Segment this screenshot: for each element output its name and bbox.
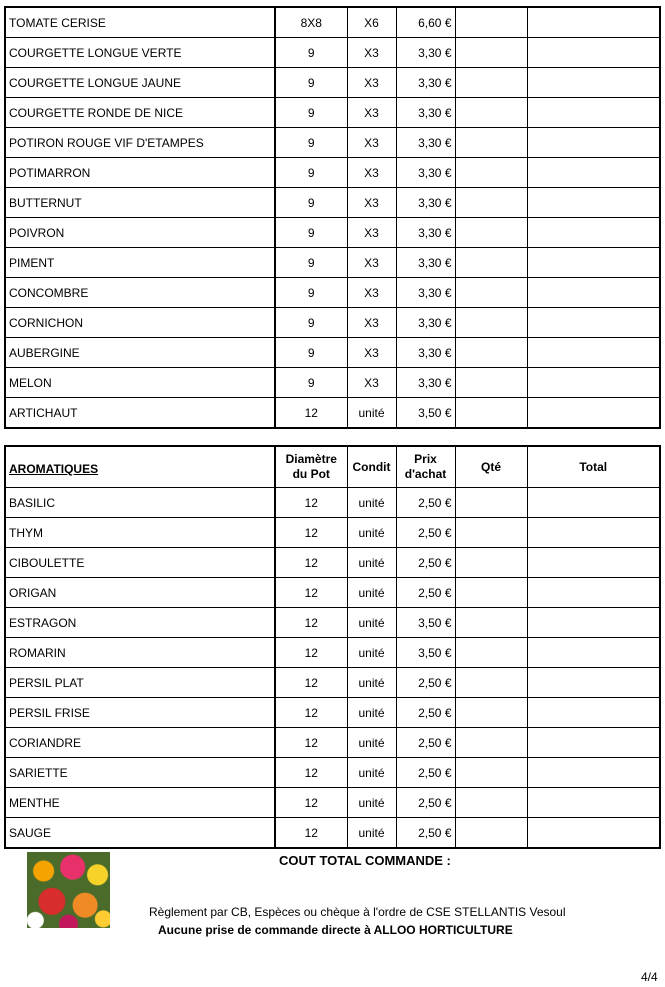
- packaging: unité: [347, 698, 396, 728]
- total-cell[interactable]: [527, 698, 660, 728]
- total-cell[interactable]: [527, 308, 660, 338]
- header-diametre: Diamètre du Pot: [275, 446, 347, 488]
- table-row: [5, 608, 660, 638]
- product-name: PERSIL PLAT: [5, 668, 275, 698]
- order-warning: Aucune prise de commande directe à ALLOO HORTICULTURE: [158, 923, 513, 937]
- pot-diameter: 12: [275, 578, 347, 608]
- total-cell[interactable]: [527, 68, 660, 98]
- packaging: unité: [347, 398, 396, 429]
- packaging: unité: [347, 488, 396, 518]
- total-cell[interactable]: [527, 128, 660, 158]
- quantity-cell[interactable]: [455, 338, 527, 368]
- pot-diameter: 12: [275, 728, 347, 758]
- purchase-price: 3,30 €: [396, 98, 455, 128]
- quantity-cell[interactable]: [455, 608, 527, 638]
- pot-diameter: 9: [275, 158, 347, 188]
- product-name: COURGETTE RONDE DE NICE: [5, 98, 275, 128]
- product-name: POTIRON ROUGE VIF D'ETAMPES: [5, 128, 275, 158]
- product-name: AUBERGINE: [5, 338, 275, 368]
- pot-diameter: 9: [275, 38, 347, 68]
- purchase-price: 3,30 €: [396, 218, 455, 248]
- product-name: SARIETTE: [5, 758, 275, 788]
- purchase-price: 3,50 €: [396, 638, 455, 668]
- table-row: [5, 68, 660, 98]
- quantity-cell[interactable]: [455, 698, 527, 728]
- pot-diameter: 12: [275, 818, 347, 849]
- table-row: [5, 668, 660, 698]
- table-row: [5, 278, 660, 308]
- pot-diameter: 12: [275, 758, 347, 788]
- total-cell[interactable]: [527, 578, 660, 608]
- quantity-cell[interactable]: [455, 188, 527, 218]
- product-name: ARTICHAUT: [5, 398, 275, 429]
- quantity-cell[interactable]: [455, 818, 527, 849]
- table-row: [5, 638, 660, 668]
- pot-diameter: 9: [275, 278, 347, 308]
- packaging: X3: [347, 158, 396, 188]
- total-cell[interactable]: [527, 368, 660, 398]
- table-row: [5, 248, 660, 278]
- packaging: unité: [347, 518, 396, 548]
- total-cell[interactable]: [527, 818, 660, 849]
- pot-diameter: 12: [275, 668, 347, 698]
- purchase-price: 3,30 €: [396, 128, 455, 158]
- product-name: CONCOMBRE: [5, 278, 275, 308]
- table-row: [5, 158, 660, 188]
- pot-diameter: 9: [275, 128, 347, 158]
- total-cell[interactable]: [527, 248, 660, 278]
- total-cell[interactable]: [527, 218, 660, 248]
- purchase-price: 6,60 €: [396, 7, 455, 38]
- packaging: X3: [347, 308, 396, 338]
- quantity-cell[interactable]: [455, 218, 527, 248]
- pot-diameter: 9: [275, 248, 347, 278]
- total-cell[interactable]: [527, 7, 660, 38]
- table-row: [5, 188, 660, 218]
- header-total: Total: [527, 446, 660, 488]
- packaging: X3: [347, 368, 396, 398]
- packaging: unité: [347, 668, 396, 698]
- product-name: CORIANDRE: [5, 728, 275, 758]
- product-name: ORIGAN: [5, 578, 275, 608]
- pot-diameter: 9: [275, 308, 347, 338]
- pot-diameter: 12: [275, 398, 347, 429]
- table-row: [5, 398, 660, 429]
- product-name: COURGETTE LONGUE JAUNE: [5, 68, 275, 98]
- purchase-price: 2,50 €: [396, 578, 455, 608]
- table-row: [5, 578, 660, 608]
- total-cell[interactable]: [527, 398, 660, 429]
- total-cell[interactable]: [527, 668, 660, 698]
- table-row: [5, 7, 660, 38]
- total-cell[interactable]: [527, 608, 660, 638]
- aromatiques-table: [4, 445, 661, 849]
- packaging: X3: [347, 188, 396, 218]
- vegetables-table: [4, 6, 661, 429]
- total-cell[interactable]: [527, 338, 660, 368]
- packaging: X6: [347, 7, 396, 38]
- quantity-cell[interactable]: [455, 788, 527, 818]
- purchase-price: 3,30 €: [396, 38, 455, 68]
- quantity-cell[interactable]: [455, 578, 527, 608]
- product-name: POTIMARRON: [5, 158, 275, 188]
- pot-diameter: 9: [275, 188, 347, 218]
- packaging: unité: [347, 578, 396, 608]
- purchase-price: 3,30 €: [396, 338, 455, 368]
- product-name: PIMENT: [5, 248, 275, 278]
- product-name: MENTHE: [5, 788, 275, 818]
- purchase-price: 3,30 €: [396, 278, 455, 308]
- product-name: MELON: [5, 368, 275, 398]
- purchase-price: 2,50 €: [396, 818, 455, 849]
- pot-diameter: 12: [275, 788, 347, 818]
- packaging: unité: [347, 608, 396, 638]
- packaging: unité: [347, 548, 396, 578]
- total-cell[interactable]: [527, 758, 660, 788]
- table-row: [5, 98, 660, 128]
- total-order-label: COUT TOTAL COMMANDE :: [279, 853, 451, 868]
- table-row: [5, 338, 660, 368]
- quantity-cell[interactable]: [455, 308, 527, 338]
- table-row: [5, 698, 660, 728]
- product-name: COURGETTE LONGUE VERTE: [5, 38, 275, 68]
- pot-diameter: 12: [275, 548, 347, 578]
- packaging: X3: [347, 248, 396, 278]
- total-cell[interactable]: [527, 158, 660, 188]
- product-name: ROMARIN: [5, 638, 275, 668]
- quantity-cell[interactable]: [455, 518, 527, 548]
- product-name: TOMATE CERISE: [5, 7, 275, 38]
- quantity-cell[interactable]: [455, 128, 527, 158]
- table-row: [5, 548, 660, 578]
- table-row: [5, 218, 660, 248]
- quantity-cell[interactable]: [455, 638, 527, 668]
- quantity-cell[interactable]: [455, 758, 527, 788]
- table-row: [5, 308, 660, 338]
- purchase-price: 2,50 €: [396, 728, 455, 758]
- table-row: [5, 818, 660, 849]
- table-row: [5, 788, 660, 818]
- packaging: unité: [347, 788, 396, 818]
- table-row: [5, 38, 660, 68]
- table-row: [5, 128, 660, 158]
- header-condit: Condit: [347, 446, 396, 488]
- quantity-cell[interactable]: [455, 248, 527, 278]
- pot-diameter: 9: [275, 98, 347, 128]
- product-name: CIBOULETTE: [5, 548, 275, 578]
- total-cell[interactable]: [527, 188, 660, 218]
- pot-diameter: 12: [275, 698, 347, 728]
- packaging: unité: [347, 728, 396, 758]
- product-name: BASILIC: [5, 488, 275, 518]
- pot-diameter: 8X8: [275, 7, 347, 38]
- total-cell[interactable]: [527, 488, 660, 518]
- quantity-cell[interactable]: [455, 98, 527, 128]
- table-row: [5, 518, 660, 548]
- table-row: [5, 728, 660, 758]
- product-name: THYM: [5, 518, 275, 548]
- aromatiques-title: AROMATIQUES: [5, 446, 275, 488]
- total-cell[interactable]: [527, 548, 660, 578]
- purchase-price: 3,30 €: [396, 188, 455, 218]
- quantity-cell[interactable]: [455, 668, 527, 698]
- quantity-cell[interactable]: [455, 368, 527, 398]
- purchase-price: 3,30 €: [396, 68, 455, 98]
- purchase-price: 3,50 €: [396, 398, 455, 429]
- purchase-price: 3,30 €: [396, 368, 455, 398]
- total-cell[interactable]: [527, 518, 660, 548]
- purchase-price: 2,50 €: [396, 488, 455, 518]
- total-cell[interactable]: [527, 728, 660, 758]
- total-cell[interactable]: [527, 38, 660, 68]
- pot-diameter: 9: [275, 218, 347, 248]
- quantity-cell[interactable]: [455, 548, 527, 578]
- purchase-price: 3,30 €: [396, 248, 455, 278]
- purchase-price: 2,50 €: [396, 788, 455, 818]
- packaging: X3: [347, 68, 396, 98]
- pot-diameter: 12: [275, 518, 347, 548]
- packaging: X3: [347, 338, 396, 368]
- page-number: 4/4: [641, 970, 658, 984]
- total-cell[interactable]: [527, 788, 660, 818]
- pot-diameter: 9: [275, 338, 347, 368]
- packaging: X3: [347, 98, 396, 128]
- product-name: POIVRON: [5, 218, 275, 248]
- total-cell[interactable]: [527, 278, 660, 308]
- total-cell[interactable]: [527, 638, 660, 668]
- header-qte: Qté: [455, 446, 527, 488]
- product-name: CORNICHON: [5, 308, 275, 338]
- quantity-cell[interactable]: [455, 38, 527, 68]
- pot-diameter: 9: [275, 368, 347, 398]
- packaging: unité: [347, 638, 396, 668]
- aromatiques-header-row: [5, 446, 660, 488]
- purchase-price: 3,50 €: [396, 608, 455, 638]
- pot-diameter: 9: [275, 68, 347, 98]
- table-row: [5, 758, 660, 788]
- pot-diameter: 12: [275, 488, 347, 518]
- packaging: X3: [347, 218, 396, 248]
- packaging: X3: [347, 128, 396, 158]
- purchase-price: 3,30 €: [396, 158, 455, 188]
- purchase-price: 2,50 €: [396, 668, 455, 698]
- quantity-cell[interactable]: [455, 278, 527, 308]
- product-name: SAUGE: [5, 818, 275, 849]
- total-cell[interactable]: [527, 98, 660, 128]
- pot-diameter: 12: [275, 608, 347, 638]
- purchase-price: 2,50 €: [396, 758, 455, 788]
- purchase-price: 2,50 €: [396, 548, 455, 578]
- quantity-cell[interactable]: [455, 158, 527, 188]
- quantity-cell[interactable]: [455, 398, 527, 429]
- flower-photo: [27, 852, 110, 928]
- quantity-cell[interactable]: [455, 7, 527, 38]
- packaging: unité: [347, 818, 396, 849]
- purchase-price: 3,30 €: [396, 308, 455, 338]
- packaging: X3: [347, 278, 396, 308]
- payment-note: Règlement par CB, Espèces ou chèque à l'ordre de CSE STELLANTIS Vesoul: [149, 905, 566, 919]
- table-row: [5, 368, 660, 398]
- product-name: PERSIL FRISE: [5, 698, 275, 728]
- product-name: BUTTERNUT: [5, 188, 275, 218]
- table-row: [5, 488, 660, 518]
- packaging: X3: [347, 38, 396, 68]
- product-name: ESTRAGON: [5, 608, 275, 638]
- purchase-price: 2,50 €: [396, 518, 455, 548]
- quantity-cell[interactable]: [455, 488, 527, 518]
- header-prix: Prix d'achat: [396, 446, 455, 488]
- quantity-cell[interactable]: [455, 68, 527, 98]
- purchase-price: 2,50 €: [396, 698, 455, 728]
- packaging: unité: [347, 758, 396, 788]
- quantity-cell[interactable]: [455, 728, 527, 758]
- pot-diameter: 12: [275, 638, 347, 668]
